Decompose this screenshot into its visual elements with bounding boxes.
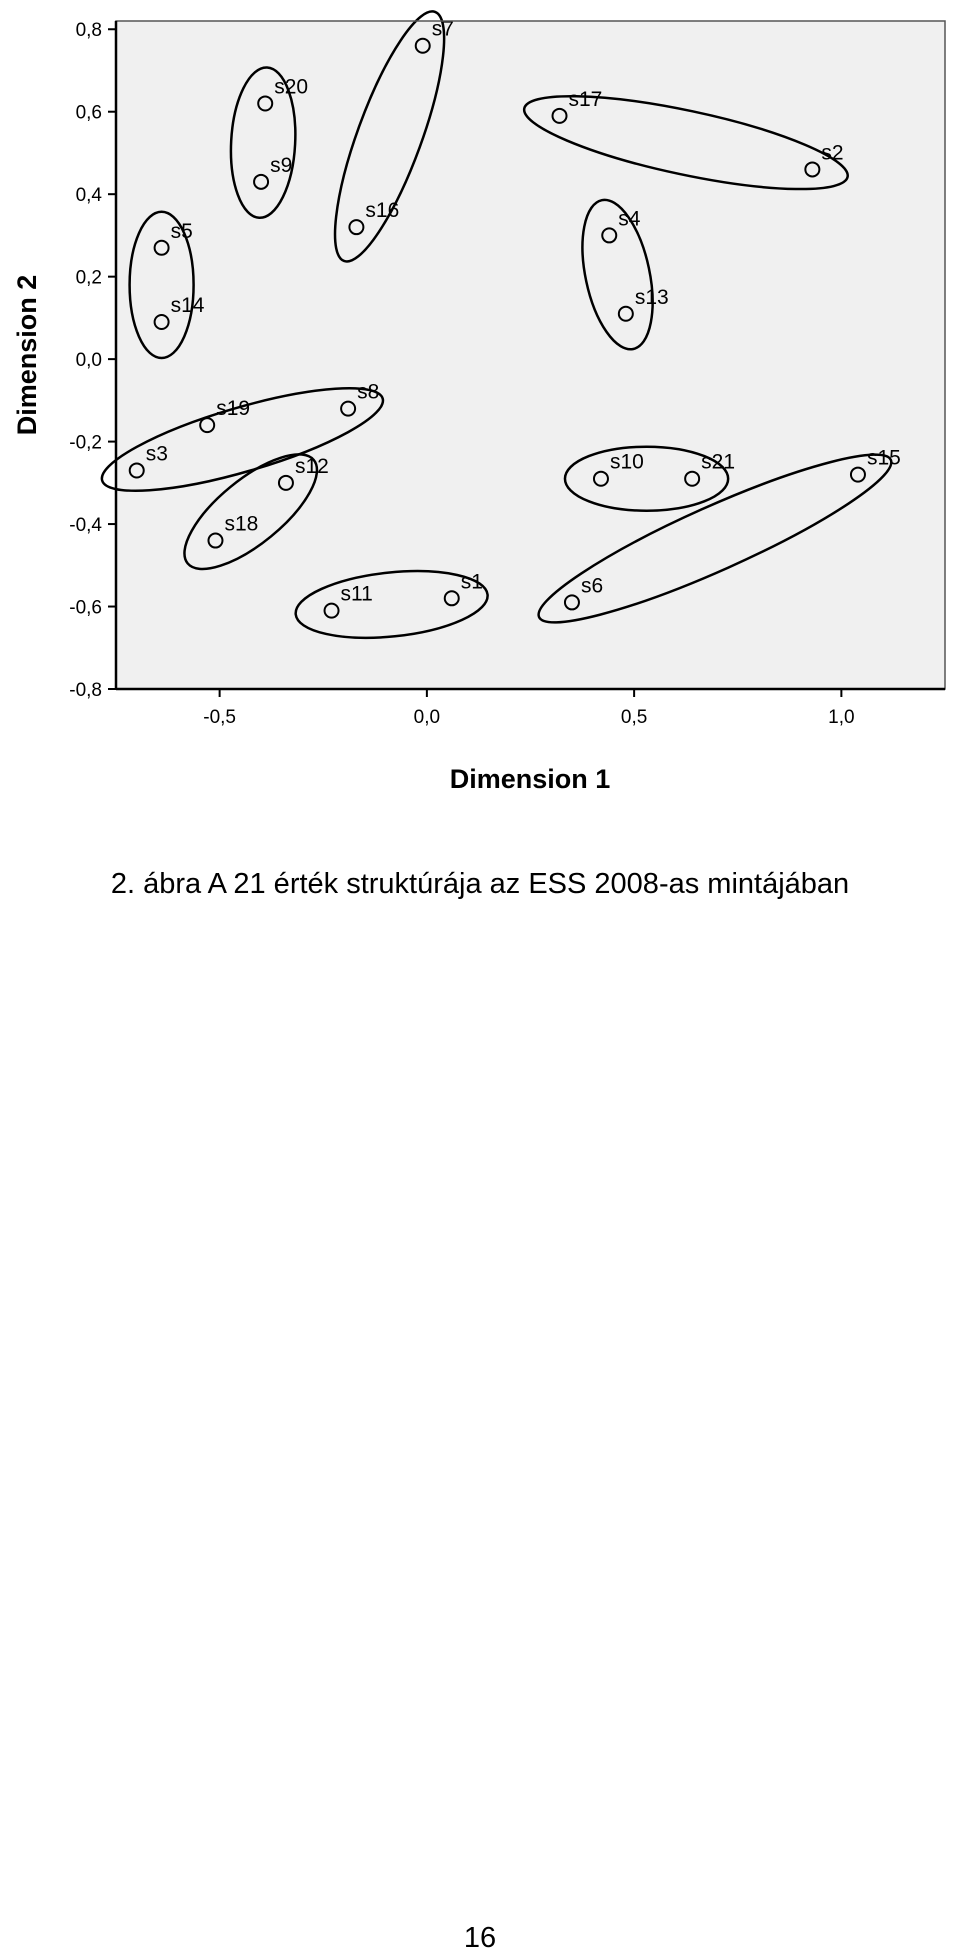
point-label-s6: s6 [580,574,604,598]
point-label-s12: s12 [294,454,329,478]
point-label-s13: s13 [634,285,669,309]
point-label-s16: s16 [365,199,400,223]
y-tick-label: 0,0 [75,350,102,372]
x-tick-label: 1,0 [828,707,855,728]
x-tick-label: -0,5 [203,707,236,728]
y-axis-title: Dimension 2 [12,274,42,436]
x-axis-title: Dimension 1 [449,764,611,794]
point-label-s19: s19 [216,397,251,421]
point-label-s17: s17 [568,87,603,111]
y-tick-label: 0,2 [75,267,102,289]
figure-caption: 2. ábra A 21 érték struktúrája az ESS 2008-as mintájában [110,868,850,900]
point-label-s3: s3 [145,442,168,466]
point-label-s1: s1 [460,570,483,594]
point-label-s14: s14 [170,294,205,318]
y-tick-label: -0,8 [69,680,102,701]
y-tick-label: 0,6 [75,102,102,124]
point-label-s18: s18 [224,512,259,536]
y-tick-label: -0,2 [69,432,102,454]
y-tick-label: 0,8 [75,20,102,42]
y-tick-label: -0,6 [69,597,102,619]
point-label-s9: s9 [270,153,293,177]
point-label-s11: s11 [340,582,373,606]
x-tick-label: 0,0 [413,707,441,728]
y-axis-ticks [69,20,116,701]
point-label-s5: s5 [170,219,193,243]
point-label-s2: s2 [821,141,844,165]
point-label-s8: s8 [357,380,380,404]
y-tick-label: 0,4 [75,185,102,207]
y-tick-label: -0,4 [69,515,102,537]
point-label-s10: s10 [609,450,644,474]
x-tick-label: 0,5 [620,707,648,728]
scatter-chart [0,0,960,810]
point-label-s4: s4 [618,207,641,231]
page-number: 16 [463,1922,497,1954]
point-label-s21: s21 [701,450,736,474]
point-label-s15: s15 [866,446,901,470]
x-axis-ticks [203,689,854,728]
point-label-s20: s20 [274,75,309,99]
point-label-s7: s7 [431,17,454,41]
